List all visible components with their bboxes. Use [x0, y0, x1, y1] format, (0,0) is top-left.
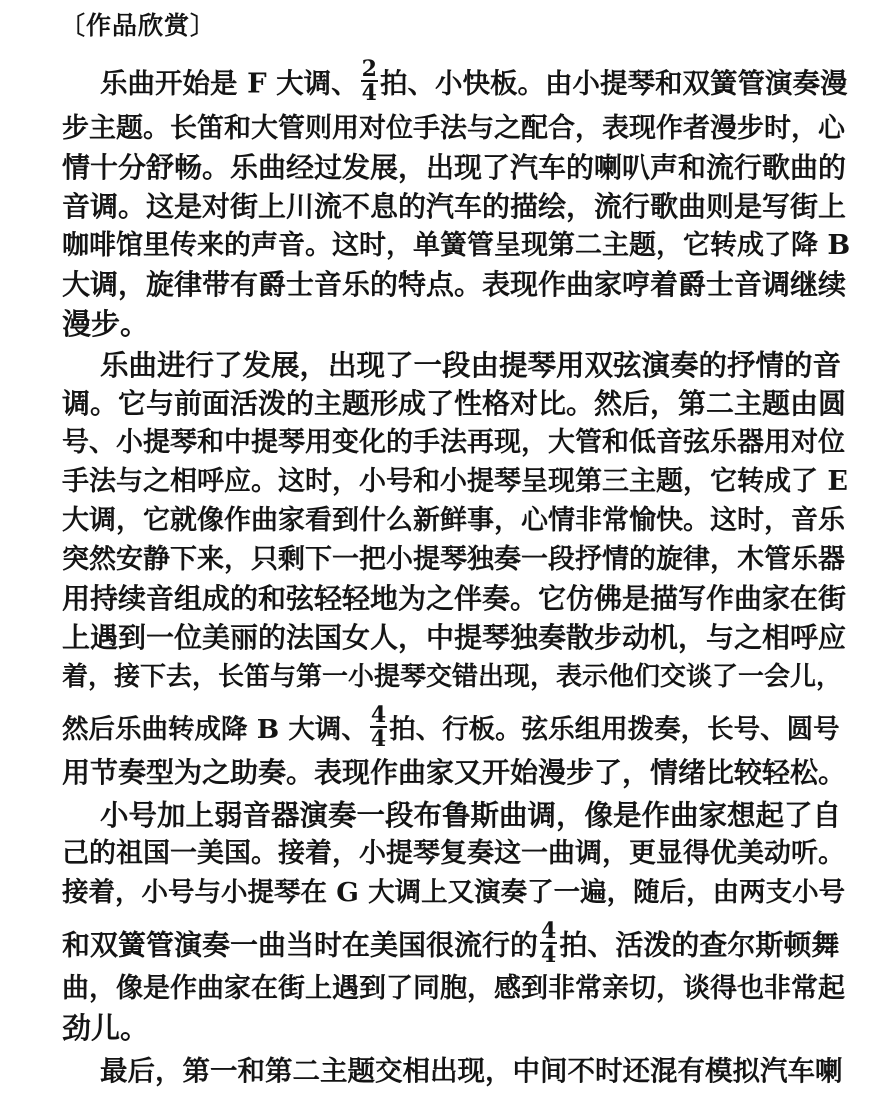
p2-line-6: 突然安静下来，只剩下一把小提琴独奏一段抒情的旋律，木管乐器: [62, 544, 845, 575]
p3-line-1: 小号加上弱音器演奏一段布鲁斯曲调，像是作曲家想起了自: [100, 798, 842, 832]
p1-line-1-a: 乐曲开始是 F 大调、: [100, 67, 359, 100]
fraction-numerator: 4: [370, 702, 387, 728]
p2-line-9: 着，接下去，长笛与第一小提琴交错出现，表示他们交谈了一会儿，: [62, 662, 843, 692]
fraction-denominator: 4: [541, 942, 557, 968]
p2-line-11: 用节奏型为之助奏。表现作曲家又开始漫步了，情绪比较轻松。: [62, 756, 847, 789]
p3-line-3: 接着，小号与小提琴在 G 大调上又演奏了一遍，随后，由两支小号: [62, 877, 846, 908]
p3-line-4: [62, 918, 840, 968]
p2-line-4: 手法与之相呼应。这时，小号和小提琴呈现第三主题，它转成了 E: [62, 466, 848, 497]
p2-line-10-a: 然后乐曲转成降 B 大调、: [62, 714, 368, 745]
p2-line-7: 用持续音组成的和弦轻轻地为之伴奏。它仿佛是描写作曲家在街: [62, 582, 847, 615]
p1-line-1-b: 拍、小快板。由小提琴和双簧管演奏漫: [379, 67, 848, 100]
p2-line-2: 调。它与前面活泼的主题形成了性格对比。然后，第二主题由圆: [62, 387, 847, 420]
p3-line-2: 己的祖国一美国。接着，小提琴复奏这一曲调，更显得优美动听。: [62, 838, 845, 869]
fraction-numerator: 4: [541, 918, 557, 944]
p3-line-4-b: 拍、活泼的查尔斯顿舞: [559, 928, 840, 962]
time-signature-fraction: [540, 920, 557, 966]
fraction-denominator: 4: [370, 726, 387, 752]
p1-line-3: 情十分舒畅。乐曲经过发展，出现了汽车的喇叭声和流行歌曲的: [62, 151, 847, 184]
p1-line-4: 音调。这是对街上川流不息的汽车的描绘，流行歌曲则是写街上: [62, 190, 847, 223]
p1-line-2: 步主题。长笛和大管则用对位手法与之配合，表现作者漫步时，心: [62, 113, 845, 144]
p4-line-1: 最后，第一和第二主题交相出现，中间不时还混有模拟汽车喇: [100, 1055, 843, 1087]
p1-line-5: 咖啡馆里传来的声音。这时，单簧管呈现第二主题，它转成了降 B: [62, 230, 851, 261]
section-heading: 〔作品欣赏〕: [60, 11, 217, 40]
p2-line-3: 号、小提琴和中提琴用变化的手法再现，大管和低音弦乐器用对位: [62, 427, 845, 458]
fraction-denominator: 4: [361, 80, 377, 106]
time-signature-fraction: [370, 704, 387, 750]
time-signature-fraction: [361, 58, 378, 104]
fraction-numerator: 2: [361, 56, 377, 82]
p2-line-10: [62, 702, 840, 752]
p3-line-6: 劲儿。: [62, 1011, 150, 1045]
p2-line-5: 大调，它就像作曲家看到什么新鲜事，心情非常愉快。这时，音乐: [62, 505, 845, 536]
p3-line-5: 曲，像是作曲家在街上遇到了同胞，感到非常亲切，谈得也非常起: [62, 973, 845, 1004]
p2-line-10-b: 拍、行板。弦乐组用拨奏，长号、圆号: [389, 714, 840, 745]
p3-line-4-a: 和双簧管演奏一曲当时在美国很流行的: [62, 928, 539, 962]
p1-line-7: 漫步。: [62, 307, 150, 341]
p1-line-1: [100, 56, 848, 106]
p1-line-6: 大调，旋律带有爵士音乐的特点。表现作曲家哼着爵士音调继续: [62, 268, 847, 301]
p2-line-8: 上遇到一位美丽的法国女人，中提琴独奏散步动机，与之相呼应: [62, 621, 847, 654]
p2-line-1: 乐曲进行了发展，出现了一段由提琴用双弦演奏的抒情的音: [100, 348, 842, 382]
